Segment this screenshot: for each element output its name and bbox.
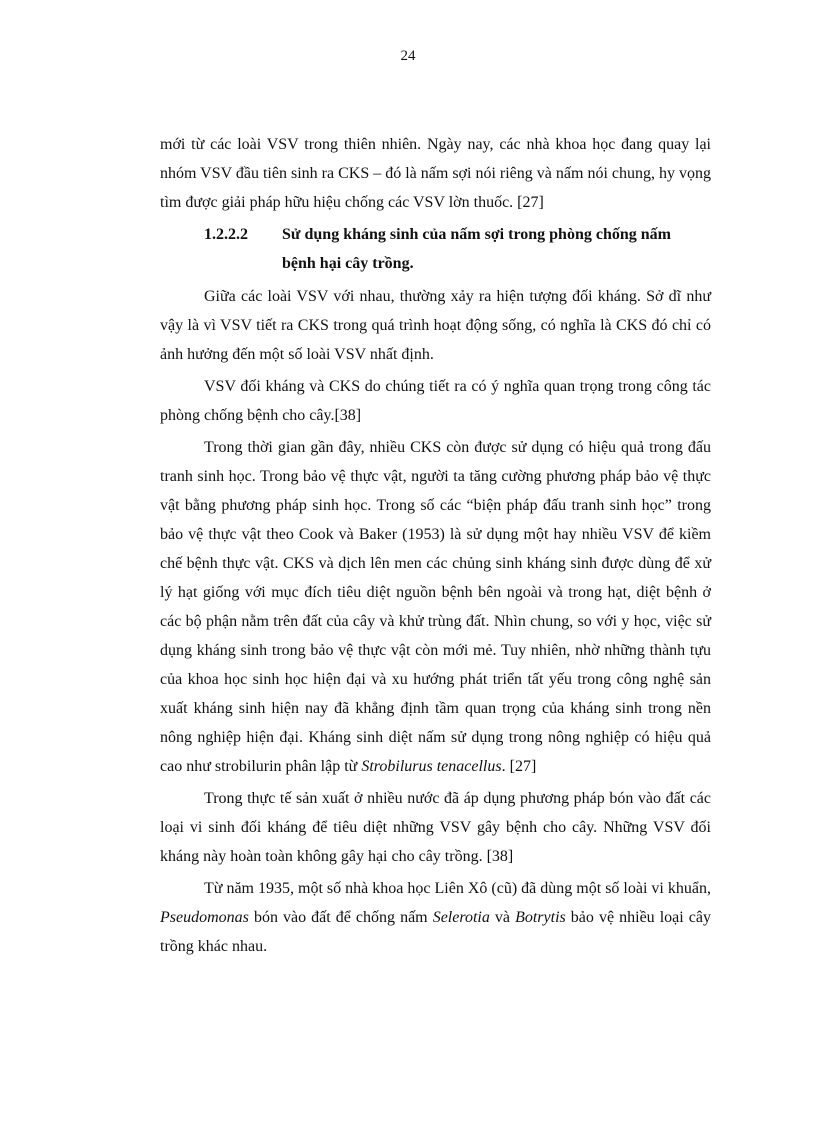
species-name: Botrytis <box>515 909 566 926</box>
section-title-line1: Sử dụng kháng sinh của nấm sợi trong phòng chống nấm <box>282 226 671 243</box>
paragraph-text: bảo vệ nhiều loại cây trồng khác nhau. <box>160 909 711 955</box>
paragraph-text: Từ năm 1935, một số nhà khoa học Liên Xô (cũ) đã dùng một số loài vi khuẩn, <box>204 880 711 897</box>
page-number: 24 <box>400 48 416 64</box>
paragraph-soil-application: Trong thực tế sản xuất ở nhiều nước đã áp dụng phương pháp bón vào đất các loại vi sinh đối kháng để tiêu diệt những VSV gây bệnh cho cây. Những VSV đối kháng này hoàn toàn không gây hại cho cây trồng. [38] <box>160 790 711 865</box>
section-title <box>282 220 711 278</box>
species-name: Selerotia <box>432 909 490 926</box>
paragraph-text: Trong thời gian gần đây, nhiều CKS còn được sử dụng có hiệu quả trong đấu tranh sinh học. Trong bảo vệ thực vật, người ta tăng cường phương pháp bảo vệ thực vật bằng phương pháp sinh học. Trong số các “biện pháp đấu tranh sinh học” trong bảo vệ thực vật theo Cook và Baker (1953) là sử dụng một hay nhiều VSV để kiềm chế bệnh thực vật. CKS và dịch lên men các chủng sinh kháng sinh được dùng để xử lý hạt giống với mục đích tiêu diệt nguồn bệnh bên ngoài và trong hạt, diệt bệnh ở các bộ phận nằm trên đất của cây và khử trùng đất. Nhìn chung, so với y học, việc sử dụng kháng sinh trong bảo vệ thực vật còn mới mẻ. Tuy nhiên, nhờ những thành tựu của khoa học sinh học hiện đại và xu hướng phát triển tất yếu trong công nghệ sản xuất kháng sinh hiện nay đã khẳng định tầm quan trọng của kháng sinh trong nền nông nghiệp hiện đại. Kháng sinh diệt nấm sử dụng trong nông nghiệp có hiệu quả cao như strobilurin phân lập từ <box>160 439 711 775</box>
paragraph-text: và <box>489 909 516 926</box>
paragraph-plant-protection: VSV đối kháng và CKS do chúng tiết ra có ý nghĩa quan trọng trong công tác phòng chống bệnh cho cây.[38] <box>160 378 711 424</box>
species-name: Pseudomonas <box>160 909 249 926</box>
section-number: 1.2.2.2 <box>204 226 248 243</box>
section-title-line2: bệnh hại cây trồng. <box>282 255 414 272</box>
intro-paragraph: mới từ các loài VSV trong thiên nhiên. Ngày nay, các nhà khoa học đang quay lại nhóm VSV đầu tiên sinh ra CKS – đó là nấm sợi nói riêng và nấm nói chung, hy vọng tìm được giải pháp hữu hiệu chống các VSV lờn thuốc. [27] <box>160 136 711 211</box>
paragraph-history <box>160 874 711 961</box>
paragraph-text: bón vào đất để chống nấm <box>248 909 433 926</box>
document-body <box>160 130 711 964</box>
section-heading <box>160 220 711 278</box>
citation: . [27] <box>501 758 537 775</box>
paragraph-antagonism: Giữa các loài VSV với nhau, thường xảy ra hiện tượng đối kháng. Sở dĩ như vậy là vì VSV tiết ra CKS trong quá trình hoạt động sống, có nghĩa là CKS đó chỉ có ảnh hưởng đến một số loài VSV nhất định. <box>160 288 711 363</box>
species-name: Strobilurus tenacellus <box>361 758 502 775</box>
paragraph-biological-control <box>160 433 711 781</box>
